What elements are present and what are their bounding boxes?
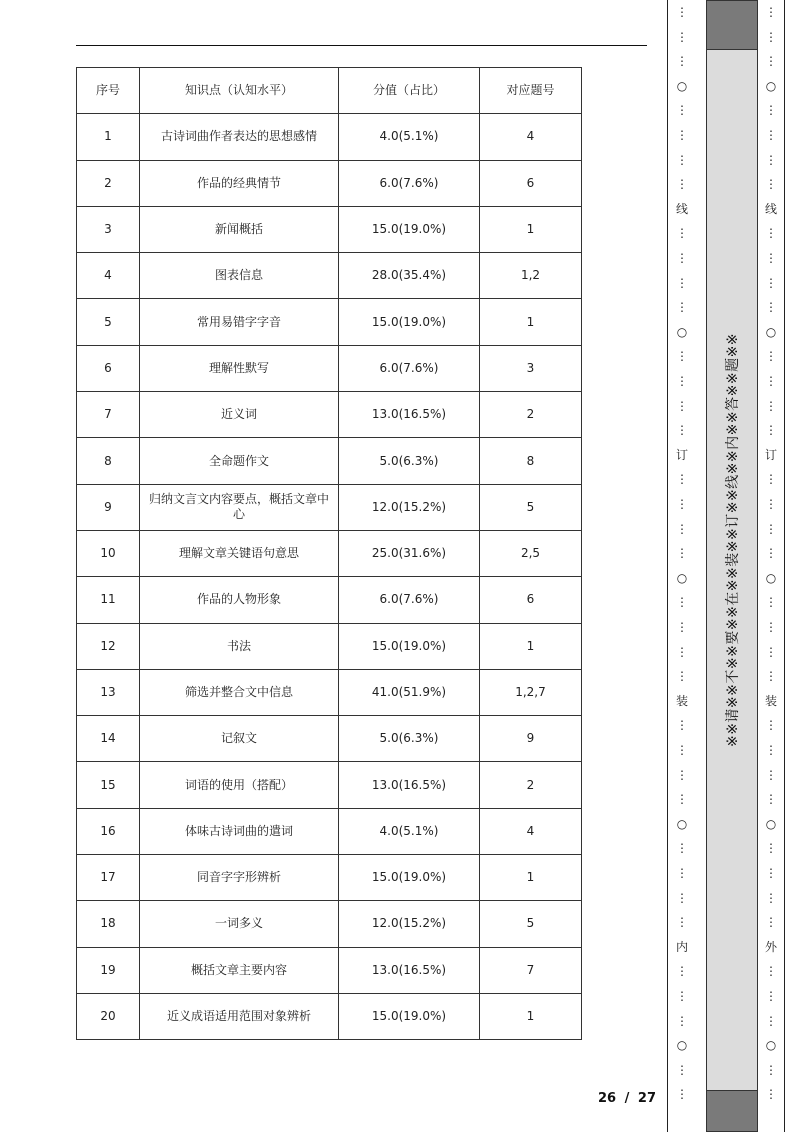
cell-knowledge-point: 词语的使用（搭配） [140, 762, 339, 808]
table-header-row [77, 68, 582, 114]
binding-dots-icon: ⋮ [676, 620, 688, 634]
cell-knowledge-point: 近义词 [140, 392, 339, 438]
binding-outer-border [784, 0, 785, 1132]
binding-dots-icon: ⋮ [676, 423, 688, 438]
table-row [77, 577, 582, 623]
binding-label: 线 [764, 201, 777, 216]
binding-dots-icon: ⋮ [765, 103, 777, 118]
binding-dots-icon: ⋮ [676, 841, 688, 856]
binding-dots-icon: ⋮ [765, 226, 777, 241]
cell-knowledge-point: 书法 [140, 623, 339, 669]
binding-dots-icon: ⋮ [765, 866, 777, 880]
binding-dots-icon: ⋮ [676, 890, 688, 905]
binding-dots-icon: ⋮ [676, 595, 688, 610]
page-separator: / [624, 1091, 630, 1106]
cell-question-number: 2 [480, 392, 582, 438]
binding-dots-icon: ⋮ [765, 890, 777, 905]
table-row [77, 947, 582, 993]
cell-question-number: 1,2,7 [480, 669, 582, 715]
binding-dots-icon: ⋮ [765, 497, 777, 511]
page-total: 27 [637, 1091, 656, 1106]
binding-dots-icon: ⋮ [765, 521, 777, 536]
cell-knowledge-point: 同音字字形辨析 [140, 855, 339, 901]
binding-dots-icon: ⋮ [765, 398, 777, 413]
binding-outer-column [763, 0, 779, 1132]
cell-score: 6.0(7.6%) [339, 345, 480, 391]
cell-score: 12.0(15.2%) [339, 484, 480, 530]
binding-dots-icon: ⋮ [676, 1087, 688, 1102]
cell-question-number: 6 [480, 160, 582, 206]
binding-dots-icon: ⋮ [765, 1013, 777, 1028]
binding-dots-icon: ⋮ [765, 669, 777, 684]
table-row [77, 206, 582, 252]
binding-label: 装 [675, 693, 688, 708]
cell-score: 15.0(19.0%) [339, 206, 480, 252]
table-row [77, 762, 582, 808]
cell-score: 4.0(5.1%) [339, 808, 480, 854]
cell-knowledge-point: 一词多义 [140, 901, 339, 947]
binding-circle-icon: ○ [676, 816, 688, 831]
cell-score: 28.0(35.4%) [339, 253, 480, 299]
binding-dots-icon: ⋮ [765, 349, 777, 364]
cell-score: 13.0(16.5%) [339, 392, 480, 438]
header-rule [76, 45, 647, 46]
cell-question-number: 1 [480, 206, 582, 252]
table-row [77, 345, 582, 391]
binding-dots-icon: ⋮ [676, 300, 688, 315]
binding-bottom-block [706, 1090, 758, 1132]
binding-dots-icon: ⋮ [676, 374, 688, 388]
knowledge-point-table [76, 67, 582, 1040]
cell-question-number: 5 [480, 484, 582, 530]
cell-index: 11 [77, 577, 140, 623]
binding-label: 订 [675, 447, 688, 462]
binding-dots-icon: ⋮ [676, 5, 688, 19]
table-row [77, 623, 582, 669]
binding-dots-icon: ⋮ [765, 472, 777, 487]
cell-knowledge-point: 近义成语适用范围对象辨析 [140, 993, 339, 1039]
binding-dots-icon: ⋮ [765, 767, 777, 782]
cell-score: 5.0(6.3%) [339, 716, 480, 762]
binding-dots-icon: ⋮ [765, 743, 777, 757]
binding-label: 外 [764, 939, 777, 954]
cell-knowledge-point: 归纳文言文内容要点，概括文章中心 [140, 484, 339, 530]
table-row [77, 299, 582, 345]
cell-question-number: 3 [480, 345, 582, 391]
cell-score: 25.0(31.6%) [339, 530, 480, 576]
table-row [77, 392, 582, 438]
cell-knowledge-point: 古诗词曲作者表达的思想感情 [140, 114, 339, 160]
binding-dots-icon: ⋮ [765, 595, 777, 610]
table-row [77, 484, 582, 530]
cell-index: 18 [77, 901, 140, 947]
cell-index: 7 [77, 392, 140, 438]
binding-dots-icon: ⋮ [765, 964, 777, 979]
binding-dots-icon: ⋮ [765, 374, 777, 388]
binding-dots-icon: ⋮ [765, 841, 777, 856]
cell-index: 14 [77, 716, 140, 762]
binding-dots-icon: ⋮ [676, 472, 688, 487]
binding-dots-icon: ⋮ [676, 989, 688, 1003]
binding-dots-icon: ⋮ [765, 54, 777, 69]
binding-dots-icon: ⋮ [676, 398, 688, 413]
cell-score: 4.0(5.1%) [339, 114, 480, 160]
binding-dots-icon: ⋮ [676, 497, 688, 511]
cell-knowledge-point: 新闻概括 [140, 206, 339, 252]
binding-top-block [706, 0, 758, 50]
table-row [77, 901, 582, 947]
binding-circle-icon: ○ [765, 570, 777, 585]
binding-dots-icon: ⋮ [765, 1062, 777, 1077]
binding-dots-icon: ⋮ [676, 177, 688, 192]
binding-dots-icon: ⋮ [765, 644, 777, 659]
binding-dots-icon: ⋮ [765, 300, 777, 315]
cell-index: 15 [77, 762, 140, 808]
binding-dots-icon: ⋮ [765, 251, 777, 265]
cell-score: 15.0(19.0%) [339, 993, 480, 1039]
binding-circle-icon: ○ [676, 1038, 688, 1053]
binding-dots-icon: ⋮ [676, 767, 688, 782]
cell-index: 12 [77, 623, 140, 669]
binding-circle-icon: ○ [676, 570, 688, 585]
binding-dots-icon: ⋮ [765, 718, 777, 733]
cell-index: 5 [77, 299, 140, 345]
cell-question-number: 1 [480, 299, 582, 345]
binding-circle-icon: ○ [765, 816, 777, 831]
cell-score: 5.0(6.3%) [339, 438, 480, 484]
cell-index: 6 [77, 345, 140, 391]
binding-dots-icon: ⋮ [765, 423, 777, 438]
cell-index: 8 [77, 438, 140, 484]
header-knowledge-point: 知识点（认知水平） [140, 68, 339, 114]
binding-dots-icon: ⋮ [765, 275, 777, 290]
binding-dots-icon: ⋮ [765, 177, 777, 192]
binding-dots-icon: ⋮ [676, 226, 688, 241]
binding-label: 订 [764, 447, 777, 462]
cell-index: 3 [77, 206, 140, 252]
cell-question-number: 6 [480, 577, 582, 623]
cell-index: 10 [77, 530, 140, 576]
cell-question-number: 1 [480, 993, 582, 1039]
binding-dots-icon: ⋮ [676, 915, 688, 930]
cell-index: 19 [77, 947, 140, 993]
cell-question-number: 7 [480, 947, 582, 993]
cell-knowledge-point: 记叙文 [140, 716, 339, 762]
cell-index: 1 [77, 114, 140, 160]
binding-dots-icon: ⋮ [765, 29, 777, 44]
cell-score: 6.0(7.6%) [339, 160, 480, 206]
cell-knowledge-point: 理解文章关键语句意思 [140, 530, 339, 576]
binding-circle-icon: ○ [676, 324, 688, 339]
binding-inner-column [674, 0, 690, 1132]
cell-knowledge-point: 理解性默写 [140, 345, 339, 391]
cell-knowledge-point: 作品的经典情节 [140, 160, 339, 206]
binding-label: 内 [675, 939, 688, 954]
binding-dots-icon: ⋮ [676, 792, 688, 807]
binding-dots-icon: ⋮ [676, 251, 688, 265]
table-row [77, 669, 582, 715]
binding-dots-icon: ⋮ [765, 620, 777, 634]
binding-dots-icon: ⋮ [676, 1013, 688, 1028]
binding-label: 装 [764, 693, 777, 708]
cell-score: 15.0(19.0%) [339, 623, 480, 669]
binding-dots-icon: ⋮ [765, 5, 777, 19]
table-row [77, 438, 582, 484]
header-index: 序号 [77, 68, 140, 114]
binding-dots-icon: ⋮ [676, 1062, 688, 1077]
cell-score: 13.0(16.5%) [339, 947, 480, 993]
cell-index: 2 [77, 160, 140, 206]
cell-score: 6.0(7.6%) [339, 577, 480, 623]
table-row [77, 160, 582, 206]
binding-dots-icon: ⋮ [676, 29, 688, 44]
table-row [77, 253, 582, 299]
cell-question-number: 4 [480, 808, 582, 854]
cell-index: 9 [77, 484, 140, 530]
binding-dots-icon: ⋮ [765, 152, 777, 167]
binding-circle-icon: ○ [765, 78, 777, 93]
binding-dots-icon: ⋮ [765, 989, 777, 1003]
binding-dots-icon: ⋮ [676, 669, 688, 684]
cell-question-number: 5 [480, 901, 582, 947]
binding-dots-icon: ⋮ [765, 546, 777, 561]
binding-dots-icon: ⋮ [676, 866, 688, 880]
cell-question-number: 9 [480, 716, 582, 762]
binding-dots-icon: ⋮ [676, 128, 688, 142]
cell-score: 13.0(16.5%) [339, 762, 480, 808]
cell-index: 4 [77, 253, 140, 299]
binding-dots-icon: ⋮ [765, 128, 777, 142]
table-row [77, 993, 582, 1039]
cell-index: 16 [77, 808, 140, 854]
cell-question-number: 8 [480, 438, 582, 484]
cell-score: 15.0(19.0%) [339, 299, 480, 345]
cell-question-number: 1 [480, 623, 582, 669]
binding-dots-icon: ⋮ [676, 275, 688, 290]
binding-dots-icon: ⋮ [676, 103, 688, 118]
cell-knowledge-point: 作品的人物形象 [140, 577, 339, 623]
cell-question-number: 2 [480, 762, 582, 808]
binding-dots-icon: ⋮ [676, 718, 688, 733]
cell-knowledge-point: 全命题作文 [140, 438, 339, 484]
cell-score: 41.0(51.9%) [339, 669, 480, 715]
table-body [77, 114, 582, 1040]
cell-knowledge-point: 图表信息 [140, 253, 339, 299]
binding-dots-icon: ⋮ [676, 743, 688, 757]
binding-inner-border [667, 0, 668, 1132]
cell-score: 12.0(15.2%) [339, 901, 480, 947]
cell-score: 15.0(19.0%) [339, 855, 480, 901]
table-row [77, 114, 582, 160]
cell-knowledge-point: 概括文章主要内容 [140, 947, 339, 993]
binding-dots-icon: ⋮ [676, 54, 688, 69]
binding-warning-text: ※※请※※不※※要※※在※※装※※订※※线※※内※※答※※题※※ [725, 332, 741, 748]
binding-dots-icon: ⋮ [765, 792, 777, 807]
cell-question-number: 1 [480, 855, 582, 901]
binding-label: 线 [675, 201, 688, 216]
binding-dots-icon: ⋮ [676, 521, 688, 536]
binding-circle-icon: ○ [765, 324, 777, 339]
table-row [77, 808, 582, 854]
binding-circle-icon: ○ [765, 1038, 777, 1053]
table-row [77, 530, 582, 576]
binding-circle-icon: ○ [676, 78, 688, 93]
binding-dots-icon: ⋮ [676, 546, 688, 561]
cell-index: 20 [77, 993, 140, 1039]
table-row [77, 855, 582, 901]
cell-knowledge-point: 体味古诗词曲的遣词 [140, 808, 339, 854]
binding-dots-icon: ⋮ [676, 152, 688, 167]
cell-question-number: 2,5 [480, 530, 582, 576]
cell-knowledge-point: 常用易错字字音 [140, 299, 339, 345]
page-current: 26 [598, 1091, 617, 1106]
binding-dots-icon: ⋮ [765, 1087, 777, 1102]
cell-question-number: 1,2 [480, 253, 582, 299]
cell-index: 13 [77, 669, 140, 715]
header-question-number: 对应题号 [480, 68, 582, 114]
binding-dots-icon: ⋮ [765, 915, 777, 930]
header-score: 分值（占比） [339, 68, 480, 114]
binding-dots-icon: ⋮ [676, 964, 688, 979]
binding-dots-icon: ⋮ [676, 349, 688, 364]
page-number [598, 1091, 656, 1106]
table-row [77, 716, 582, 762]
cell-index: 17 [77, 855, 140, 901]
cell-knowledge-point: 筛选并整合文中信息 [140, 669, 339, 715]
binding-dots-icon: ⋮ [676, 644, 688, 659]
cell-question-number: 4 [480, 114, 582, 160]
